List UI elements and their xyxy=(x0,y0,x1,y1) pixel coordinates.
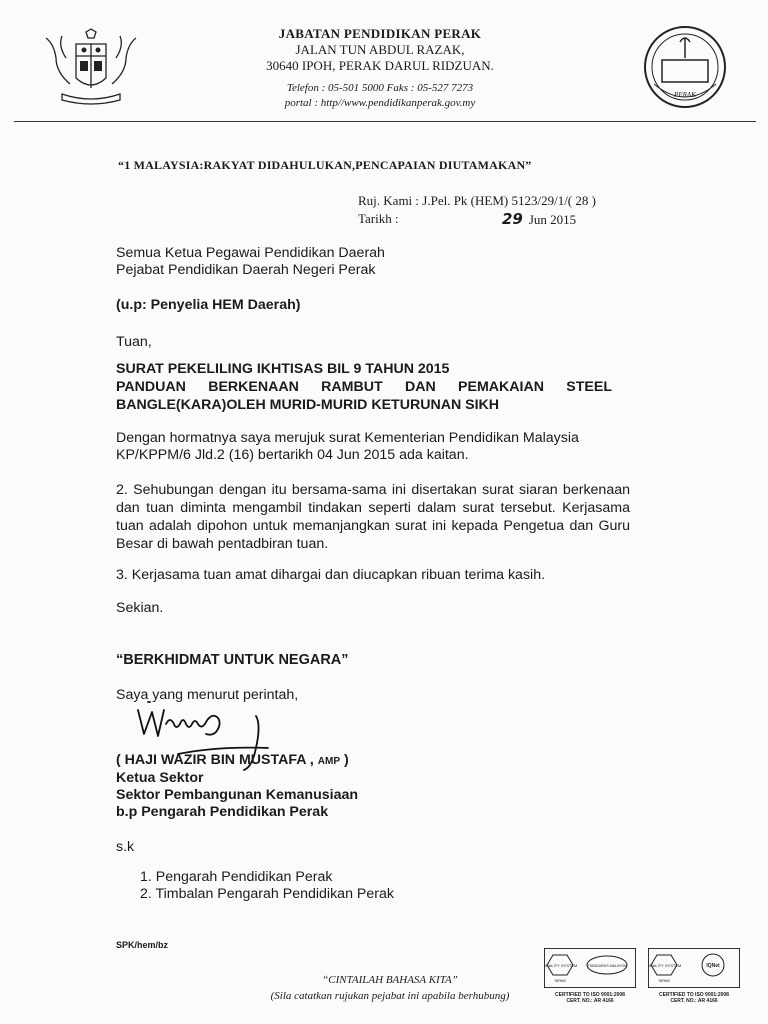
reference-code: SPK/hem/bz xyxy=(116,940,169,950)
letterhead-divider xyxy=(14,121,756,122)
paragraph-2: 2. Sehubungan dengan itu bersama-sama ini disertakan surat siaran berkenaan dan tuan diminta mengambil tindakan seperti dalam surat tersebut. Kerjasama tuan adalah dipohon untuk memanjangkan surat ini kepada Pengetua dan Guru Besar di bawah pentadbiran tuan. xyxy=(116,482,630,552)
subject-line-1: SURAT PEKELILING IKHTISAS BIL 9 TAHUN 2015 xyxy=(116,361,450,377)
iqnet-certification-logo xyxy=(648,948,740,988)
date-label: Tarikh : xyxy=(358,211,399,226)
national-motto: “1 MALAYSIA:RAKYAT DIDAHULUKAN,PENCAPAIAN DIUTAMAKAN” xyxy=(118,158,532,172)
recipient-line-2: Pejabat Pendidikan Daerah Negeri Perak xyxy=(116,262,376,278)
recipient-line-1: Semua Ketua Pegawai Pendidikan Daerah xyxy=(116,245,385,261)
closing: Sekian. xyxy=(116,600,164,616)
address-line-2: 30640 IPOH, PERAK DARUL RIDZUAN. xyxy=(266,58,494,73)
footer-slogan: “CINTAILAH BAHASA KITA” xyxy=(322,974,458,986)
cert-partner-1: STANDARDS MALAYSIA xyxy=(586,964,628,968)
signatory-title-3: b.p Pengarah Pendidikan Perak xyxy=(116,804,329,820)
cc-item: 1. Pengarah Pendidikan Perak xyxy=(140,869,333,885)
portal-url: portal : http//www.pendidikanperak.gov.my xyxy=(284,97,476,109)
paragraph-1-line-2: KP/KPPM/6 Jld.2 (16) bertarikh 04 Jun 2015 ada kaitan. xyxy=(116,447,469,463)
address-line-1: JALAN TUN ABDUL RAZAK, xyxy=(295,42,465,57)
cert-2-caption xyxy=(644,992,744,1004)
sirim-certification-logo xyxy=(544,948,636,988)
signatory-name-text: ( HAJI WAZIR BIN MUSTAFA , xyxy=(116,752,318,768)
cert-1-caption-line-2: CERT. NO.: AR 4166 xyxy=(566,998,614,1004)
cert-2-caption-line-1: CERTIFIED TO ISO 9001:2008 xyxy=(659,992,729,998)
cert-2-caption-line-2: CERT. NO.: AR 4166 xyxy=(670,998,718,1004)
subject-line-2: PANDUAN BERKENAAN RAMBUT DAN PEMAKAIAN STEEL xyxy=(116,379,612,395)
quality-system-icon xyxy=(649,949,739,987)
service-motto: “BERKHIDMAT UNTUK NEGARA” xyxy=(116,652,349,668)
salutation: Tuan, xyxy=(116,334,152,350)
signatory-honorific: AMP xyxy=(317,756,341,767)
subject-line-3: BANGLE(KARA)OLEH MURID-MURID KETURUNAN SIKH xyxy=(116,397,500,413)
cert-org: SIRIM xyxy=(658,978,670,983)
footer-note: (Sila catatkan rujukan pejabat ini apabila berhubung) xyxy=(270,990,510,1002)
date-day-handwritten: 29 xyxy=(502,210,523,228)
recipient-attention: (u.p: Penyelia HEM Daerah) xyxy=(116,297,301,313)
cc-item: 2. Timbalan Pengarah Pendidikan Perak xyxy=(140,886,394,902)
cert-mark-text: QUALITY SYSTEM xyxy=(649,963,682,968)
paragraph-3: 3. Kerjasama tuan amat dihargai dan diucapkan ribuan terima kasih. xyxy=(116,567,546,583)
signatory-name-close: ) xyxy=(340,752,349,768)
date-value xyxy=(502,210,576,228)
date-month-year: Jun 2015 xyxy=(528,212,577,227)
cert-org: SIRIM xyxy=(554,978,566,983)
quality-system-icon xyxy=(545,949,635,987)
jabatan-pendidikan-perak-seal-icon xyxy=(640,22,730,112)
malaysia-coat-of-arms-icon xyxy=(36,28,146,108)
signatory-title-1: Ketua Sektor xyxy=(116,770,204,786)
signatory-title-2: Sektor Pembangunan Kemanusiaan xyxy=(116,787,359,803)
cert-partner-2: IQNet xyxy=(706,963,720,969)
cc-label: s.k xyxy=(116,839,135,855)
seal-label: PERAK xyxy=(674,91,696,99)
cert-1-caption xyxy=(540,992,640,1004)
signoff: Saya yang menurut perintah, xyxy=(116,687,299,703)
signatory-name xyxy=(116,751,646,771)
paragraph-1-line-1: Dengan hormatnya saya merujuk surat Kementerian Pendidikan Malaysia xyxy=(116,430,579,446)
organization-name: JABATAN PENDIDIKAN PERAK xyxy=(278,26,482,41)
cert-mark-text: QUALITY SYSTEM xyxy=(545,963,578,968)
contact-numbers: Telefon : 05-501 5000 Faks : 05-527 7273 xyxy=(286,82,474,94)
reference-number: Ruj. Kami : J.Pel. Pk (HEM) 5123/29/1/( 28 ) xyxy=(358,193,596,208)
cert-1-caption-line-1: CERTIFIED TO ISO 9001:2008 xyxy=(555,992,625,998)
